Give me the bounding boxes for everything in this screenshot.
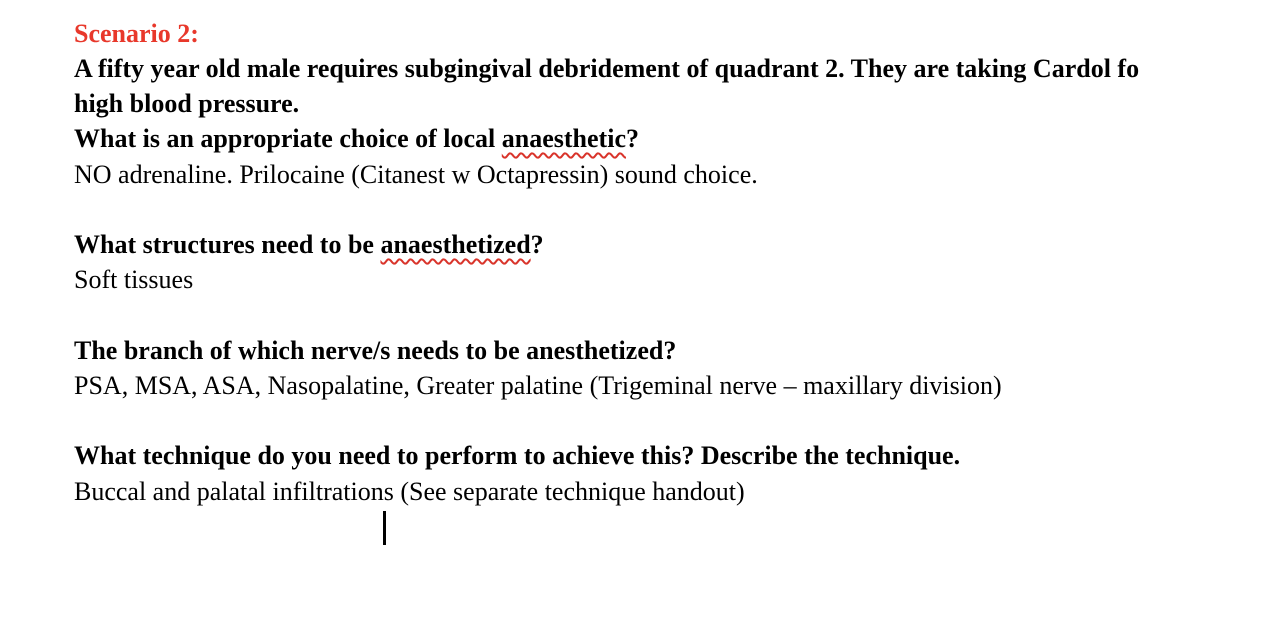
case-description-line-2: high blood pressure. (74, 89, 300, 118)
question-punctuation: ? (530, 230, 544, 259)
answer-local-anaesthetic: NO adrenaline. Prilocaine (Citanest w Octapressin) sound choice. (74, 160, 758, 189)
question-technique: What technique do you need to perform to achieve this? Describe the technique. (74, 441, 961, 470)
answer-nerve-branch: PSA, MSA, ASA, Nasopalatine, Greater palatine (Trigeminal nerve – maxillary division) (74, 371, 1002, 400)
question-structures (74, 227, 544, 262)
case-description-line-1: A fifty year old male requires subgingival debridement of quadrant 2. They are taking Cardol fo (74, 54, 1140, 83)
answer-technique: Buccal and palatal infiltrations (See separate technique handout) (74, 477, 745, 506)
spellcheck-flagged-word[interactable]: anaesthetic (501, 124, 626, 153)
question-punctuation: ? (625, 124, 639, 153)
question-nerve-branch: The branch of which nerve/s needs to be anesthetized? (74, 336, 677, 365)
question-local-anaesthetic (74, 121, 639, 156)
question-text: What structures need to be (74, 230, 381, 259)
question-text: What is an appropriate choice of local (74, 124, 502, 153)
text-cursor (383, 511, 386, 545)
answer-structures: Soft tissues (74, 265, 194, 294)
scenario-heading: Scenario 2: (74, 19, 199, 48)
spellcheck-flagged-word[interactable]: anaesthetized (380, 230, 531, 259)
